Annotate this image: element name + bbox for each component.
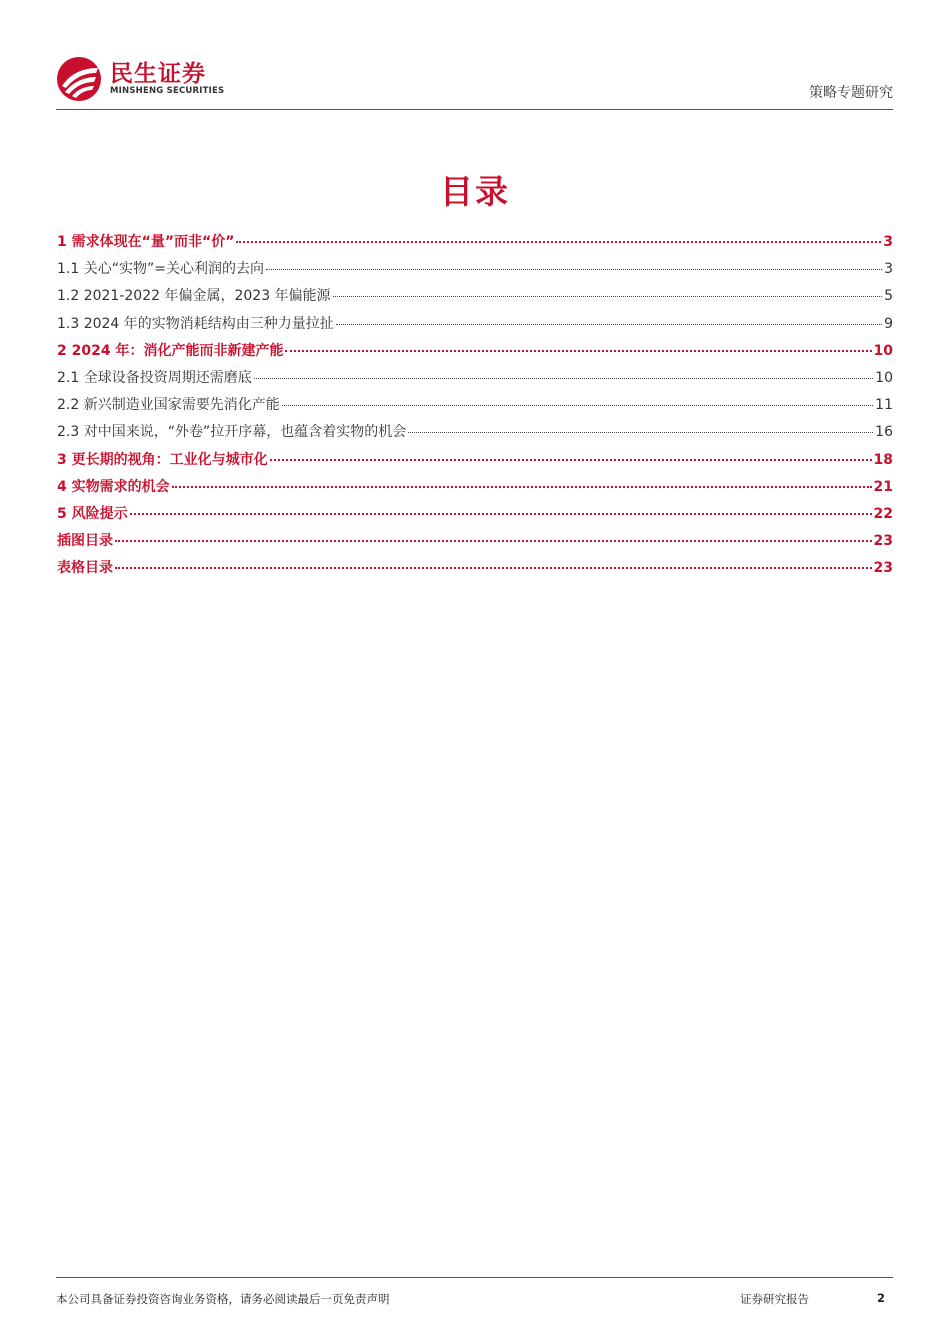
toc-leader (285, 349, 871, 352)
toc-leader (236, 240, 881, 243)
toc-entry-text: 1 需求体现在“量”而非“价” (57, 234, 235, 250)
toc-entry[interactable] (57, 474, 893, 501)
toc-leader (115, 539, 872, 542)
minsheng-logo-icon (56, 56, 102, 102)
toc-entry-text: 3 更长期的视角：工业化与城市化 (57, 451, 268, 468)
toc-leader (130, 512, 872, 515)
toc-leader (115, 566, 872, 569)
toc-entry[interactable] (57, 256, 893, 283)
toc-leader (333, 295, 883, 297)
toc-entry[interactable] (57, 338, 893, 365)
toc-leader (266, 268, 882, 270)
toc-entry[interactable] (57, 283, 893, 310)
toc-leader (408, 431, 873, 433)
toc-entry-page: 16 (875, 424, 893, 441)
footer-divider (56, 1277, 893, 1278)
toc-entry-text: 4 实物需求的机会 (57, 478, 170, 495)
toc-entry[interactable] (57, 419, 893, 446)
toc-entry-page: 22 (873, 505, 893, 522)
toc-leader (270, 458, 872, 461)
toc-entry-page: 23 (873, 533, 893, 550)
footer-disclaimer: 本公司具备证券投资咨询业务资格，请务必阅读最后一页免责声明 (56, 1292, 390, 1306)
table-of-contents (57, 229, 893, 582)
toc-entry-page: 11 (875, 397, 893, 414)
toc-leader (172, 485, 872, 488)
page-header (56, 52, 893, 110)
brand-logo (56, 56, 236, 104)
page-number: 2 (876, 1291, 885, 1305)
toc-entry-page: 3 (883, 234, 893, 250)
toc-entry-page: 23 (873, 560, 893, 577)
toc-entry-page: 18 (873, 451, 893, 468)
toc-leader (254, 377, 873, 379)
brand-name-cn: 民生证券 (110, 61, 206, 87)
toc-entry-text: 表格目录 (57, 560, 113, 577)
toc-entry[interactable] (57, 311, 893, 338)
report-type: 策略专题研究 (809, 85, 893, 101)
toc-entry-page: 10 (875, 369, 893, 386)
toc-entry-page: 9 (884, 315, 893, 332)
toc-entry-page: 3 (884, 261, 893, 278)
toc-entry-text: 2.1 全球设备投资周期还需磨底 (57, 369, 252, 386)
toc-entry[interactable] (57, 365, 893, 392)
toc-leader (282, 404, 873, 406)
toc-entry-text: 1.3 2024 年的实物消耗结构由三种力量拉扯 (57, 315, 334, 332)
toc-title: 目录 (440, 172, 510, 211)
toc-entry[interactable] (57, 447, 893, 474)
toc-entry-text: 2.2 新兴制造业国家需要先消化产能 (57, 397, 280, 414)
toc-entry-page: 21 (873, 478, 893, 495)
toc-entry[interactable] (57, 229, 893, 256)
toc-entry-text: 2 2024 年：消化产能而非新建产能 (57, 342, 284, 359)
toc-entry-text: 5 风险提示 (57, 505, 128, 522)
brand-name-en: MINSHENG SECURITIES (110, 86, 225, 96)
toc-entry[interactable] (57, 501, 893, 528)
toc-entry-text: 1.1 关心“实物”=关心利润的去向 (57, 261, 264, 278)
toc-entry-text: 插图目录 (57, 533, 113, 550)
header-divider (56, 109, 893, 110)
toc-entry[interactable] (57, 528, 893, 555)
toc-entry[interactable] (57, 555, 893, 582)
toc-entry[interactable] (57, 392, 893, 419)
toc-entry-page: 5 (884, 288, 893, 305)
toc-entry-page: 10 (873, 342, 893, 359)
toc-entry-text: 1.2 2021-2022 年偏金属，2023 年偏能源 (57, 288, 331, 305)
footer-label: 证券研究报告 (740, 1292, 809, 1306)
toc-entry-text: 2.3 对中国来说，“外卷”拉开序幕，也蕴含着实物的机会 (57, 424, 407, 441)
toc-leader (336, 323, 882, 325)
